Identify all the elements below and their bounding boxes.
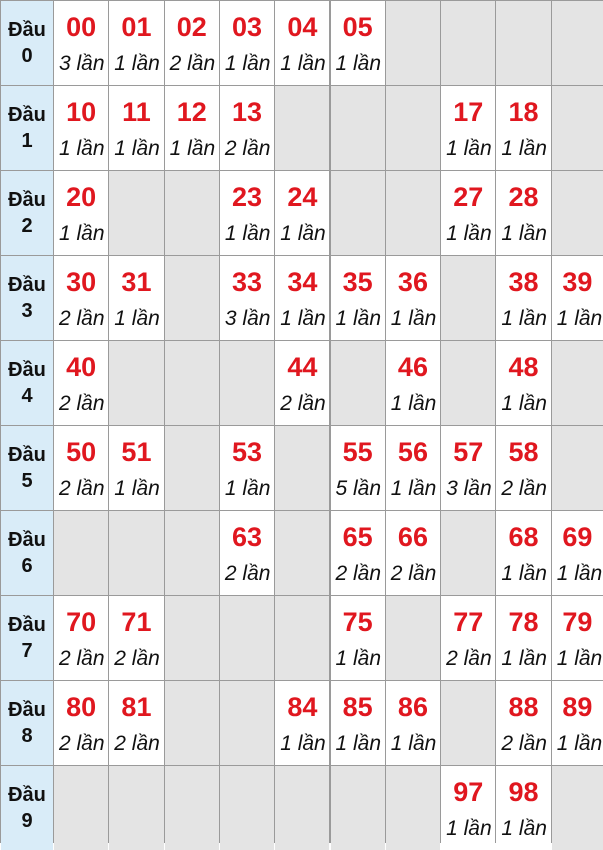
number-label: 53 (232, 437, 263, 467)
empty-cell (165, 341, 219, 425)
number-label: 80 (66, 692, 97, 722)
number-cell-81 (109, 681, 163, 765)
number-cell-33 (220, 256, 274, 340)
number-cell-35 (331, 256, 385, 340)
empty-cell (552, 171, 603, 255)
number-cell-57 (441, 426, 495, 510)
number-label: 05 (342, 12, 373, 42)
number-cell-40 (54, 341, 108, 425)
number-cell-23 (220, 171, 274, 255)
empty-cell (220, 766, 274, 850)
number-cell-00 (54, 1, 108, 85)
number-label: 68 (508, 522, 539, 552)
number-label: 23 (232, 182, 263, 212)
number-cell-36 (386, 256, 440, 340)
count-label: 1 lần (446, 137, 492, 160)
number-label: 97 (453, 777, 484, 807)
number-cell-50 (54, 426, 108, 510)
count-label: 1 lần (335, 647, 382, 670)
number-label: 20 (66, 182, 97, 212)
empty-cell (552, 766, 603, 850)
empty-cell (275, 596, 329, 680)
count-label: 1 lần (335, 732, 382, 755)
count-label: 1 lần (556, 732, 603, 755)
row-head-2 (1, 171, 53, 255)
number-label: 01 (121, 12, 152, 42)
count-label: 1 lần (446, 817, 492, 840)
row-head-digit: 0 (21, 45, 33, 67)
empty-cell (54, 766, 108, 850)
number-label: 65 (342, 522, 373, 552)
row-head-6 (1, 511, 53, 595)
number-label: 28 (508, 182, 539, 212)
number-cell-88 (496, 681, 550, 765)
number-cell-44 (275, 341, 329, 425)
empty-cell (109, 766, 163, 850)
number-label: 02 (176, 12, 207, 42)
count-label: 1 lần (114, 307, 160, 330)
row-head-prefix: Đầu (8, 189, 46, 211)
number-label: 81 (121, 692, 152, 722)
number-cell-68 (496, 511, 550, 595)
count-label: 2 lần (501, 732, 547, 755)
number-cell-84 (275, 681, 329, 765)
number-label: 33 (232, 267, 263, 297)
empty-cell (386, 596, 440, 680)
number-label: 57 (453, 437, 484, 467)
count-label: 1 lần (114, 52, 160, 75)
number-cell-58 (496, 426, 550, 510)
empty-cell (331, 341, 385, 425)
number-cell-02 (165, 1, 219, 85)
number-cell-75 (331, 596, 385, 680)
empty-cell (220, 681, 274, 765)
empty-cell (275, 511, 329, 595)
empty-cell (386, 766, 440, 850)
count-label: 1 lần (501, 392, 547, 415)
number-cell-51 (109, 426, 163, 510)
number-cell-38 (496, 256, 550, 340)
number-label: 78 (508, 607, 539, 637)
number-label: 48 (508, 352, 539, 382)
empty-cell (165, 256, 219, 340)
count-label: 1 lần (501, 222, 547, 245)
count-label: 2 lần (114, 732, 160, 755)
number-cell-53 (220, 426, 274, 510)
row-head-0 (1, 1, 53, 85)
empty-cell (441, 341, 495, 425)
empty-cell (331, 766, 385, 850)
number-cell-10 (54, 86, 108, 170)
empty-cell (165, 171, 219, 255)
number-cell-55 (331, 426, 385, 510)
number-cell-01 (109, 1, 163, 85)
number-cell-97 (441, 766, 495, 850)
row-head-prefix: Đầu (8, 19, 46, 41)
number-label: 44 (287, 352, 318, 382)
row-head-7 (1, 596, 53, 680)
row-head-prefix: Đầu (8, 359, 46, 381)
count-label: 1 lần (224, 52, 271, 75)
empty-cell (275, 86, 329, 170)
empty-cell (165, 511, 219, 595)
number-label: 00 (66, 12, 97, 42)
number-cell-77 (441, 596, 495, 680)
number-cell-80 (54, 681, 108, 765)
count-label: 2 lần (114, 647, 160, 670)
count-label: 2 lần (59, 392, 105, 415)
number-label: 35 (342, 267, 373, 297)
count-label: 2 lần (224, 562, 271, 585)
count-label: 1 lần (556, 307, 603, 330)
count-label: 1 lần (114, 477, 160, 500)
count-label: 1 lần (556, 562, 603, 585)
count-label: 1 lần (501, 307, 547, 330)
number-label: 79 (562, 607, 593, 637)
number-cell-17 (441, 86, 495, 170)
number-cell-12 (165, 86, 219, 170)
count-label: 2 lần (390, 562, 437, 585)
count-label: 2 lần (446, 647, 492, 670)
number-cell-65 (331, 511, 385, 595)
count-label: 2 lần (59, 477, 105, 500)
number-label: 71 (121, 607, 152, 637)
row-head-digit: 7 (21, 640, 33, 662)
number-cell-56 (386, 426, 440, 510)
count-label: 2 lần (335, 562, 382, 585)
empty-cell (54, 511, 108, 595)
count-label: 3 lần (224, 307, 271, 330)
number-label: 30 (66, 267, 97, 297)
count-label: 2 lần (280, 392, 326, 415)
number-label: 63 (232, 522, 263, 552)
empty-cell (552, 86, 603, 170)
count-label: 2 lần (59, 307, 105, 330)
empty-cell (220, 596, 274, 680)
number-label: 03 (232, 12, 263, 42)
empty-cell (441, 1, 495, 85)
empty-cell (331, 171, 385, 255)
number-label: 50 (66, 437, 97, 467)
empty-cell (552, 341, 603, 425)
row-head-digit: 3 (21, 300, 33, 322)
number-label: 38 (508, 267, 539, 297)
count-label: 1 lần (114, 137, 160, 160)
row-head-digit: 9 (21, 810, 33, 832)
number-cell-85 (331, 681, 385, 765)
empty-cell (441, 511, 495, 595)
count-label: 1 lần (280, 732, 326, 755)
count-label: 1 lần (224, 477, 271, 500)
number-cell-05 (331, 1, 385, 85)
count-label: 1 lần (224, 222, 271, 245)
number-cell-46 (386, 341, 440, 425)
count-label: 1 lần (59, 222, 105, 245)
number-label: 55 (342, 437, 373, 467)
number-cell-27 (441, 171, 495, 255)
row-head-1 (1, 86, 53, 170)
count-label: 2 lần (501, 477, 547, 500)
row-head-prefix: Đầu (8, 104, 46, 126)
row-head-digit: 5 (21, 470, 33, 492)
row-head-prefix: Đầu (8, 784, 46, 806)
count-label: 1 lần (390, 477, 437, 500)
count-label: 1 lần (446, 222, 492, 245)
count-label: 1 lần (169, 137, 216, 160)
number-cell-28 (496, 171, 550, 255)
empty-cell (165, 681, 219, 765)
row-head-5 (1, 426, 53, 510)
number-label: 77 (453, 607, 484, 637)
count-label: 1 lần (501, 137, 547, 160)
number-label: 31 (121, 267, 152, 297)
count-label: 2 lần (59, 732, 105, 755)
number-cell-31 (109, 256, 163, 340)
count-label: 1 lần (501, 647, 547, 670)
number-label: 34 (287, 267, 318, 297)
number-cell-03 (220, 1, 274, 85)
number-label: 17 (453, 97, 484, 127)
number-cell-69 (552, 511, 603, 595)
number-label: 39 (562, 267, 593, 297)
row-head-digit: 1 (21, 130, 33, 152)
row-head-digit: 2 (21, 215, 33, 237)
empty-cell (331, 86, 385, 170)
number-label: 66 (397, 522, 428, 552)
empty-cell (275, 766, 329, 850)
empty-cell (165, 766, 219, 850)
count-label: 1 lần (280, 307, 326, 330)
count-label: 1 lần (280, 222, 326, 245)
count-label: 1 lần (390, 392, 437, 415)
number-label: 36 (397, 267, 428, 297)
row-head-4 (1, 341, 53, 425)
row-head-3 (1, 256, 53, 340)
number-cell-79 (552, 596, 603, 680)
empty-cell (496, 1, 550, 85)
count-label: 1 lần (390, 732, 437, 755)
empty-cell (552, 426, 603, 510)
count-label: 3 lần (59, 52, 105, 75)
number-label: 88 (508, 692, 539, 722)
count-label: 2 lần (224, 137, 271, 160)
number-label: 86 (397, 692, 428, 722)
number-label: 69 (562, 522, 593, 552)
empty-cell (441, 681, 495, 765)
empty-cell (275, 426, 329, 510)
number-cell-78 (496, 596, 550, 680)
count-label: 1 lần (59, 137, 105, 160)
empty-cell (109, 171, 163, 255)
number-cell-18 (496, 86, 550, 170)
count-label: 2 lần (169, 52, 216, 75)
number-label: 56 (397, 437, 428, 467)
number-label: 98 (508, 777, 539, 807)
empty-cell (165, 596, 219, 680)
number-label: 10 (66, 97, 97, 127)
number-cell-70 (54, 596, 108, 680)
row-head-digit: 6 (21, 555, 33, 577)
empty-cell (552, 1, 603, 85)
empty-cell (220, 341, 274, 425)
count-label: 1 lần (501, 562, 547, 585)
number-label: 89 (562, 692, 593, 722)
number-cell-30 (54, 256, 108, 340)
row-head-9 (1, 766, 53, 850)
count-label: 1 lần (556, 647, 603, 670)
number-label: 85 (342, 692, 373, 722)
empty-cell (109, 511, 163, 595)
empty-cell (441, 256, 495, 340)
number-label: 70 (66, 607, 97, 637)
count-label: 3 lần (446, 477, 492, 500)
number-label: 46 (397, 352, 428, 382)
number-label: 11 (122, 97, 151, 127)
row-head-prefix: Đầu (8, 444, 46, 466)
count-label: 1 lần (501, 817, 547, 840)
number-label: 75 (342, 607, 373, 637)
number-cell-71 (109, 596, 163, 680)
number-cell-13 (220, 86, 274, 170)
empty-cell (386, 86, 440, 170)
row-head-8 (1, 681, 53, 765)
count-label: 1 lần (390, 307, 437, 330)
count-label: 1 lần (335, 52, 382, 75)
number-cell-66 (386, 511, 440, 595)
number-cell-20 (54, 171, 108, 255)
number-cell-39 (552, 256, 603, 340)
row-head-digit: 4 (21, 385, 33, 407)
number-cell-34 (275, 256, 329, 340)
number-label: 40 (66, 352, 97, 382)
number-label: 51 (121, 437, 152, 467)
row-head-prefix: Đầu (8, 529, 46, 551)
count-label: 1 lần (280, 52, 326, 75)
number-label: 13 (232, 97, 263, 127)
row-head-prefix: Đầu (8, 699, 46, 721)
empty-cell (386, 171, 440, 255)
number-label: 18 (508, 97, 539, 127)
count-label: 5 lần (335, 477, 382, 500)
empty-cell (386, 1, 440, 85)
number-label: 58 (508, 437, 539, 467)
number-cell-63 (220, 511, 274, 595)
number-label: 12 (176, 97, 207, 127)
row-head-prefix: Đầu (8, 274, 46, 296)
row-head-prefix: Đầu (8, 614, 46, 636)
count-label: 1 lần (335, 307, 382, 330)
count-label: 2 lần (59, 647, 105, 670)
empty-cell (109, 341, 163, 425)
number-label: 24 (287, 182, 318, 212)
number-cell-89 (552, 681, 603, 765)
number-cell-24 (275, 171, 329, 255)
number-cell-04 (275, 1, 329, 85)
number-label: 27 (453, 182, 484, 212)
number-label: 04 (287, 12, 318, 42)
number-cell-98 (496, 766, 550, 850)
number-cell-48 (496, 341, 550, 425)
row-head-digit: 8 (21, 725, 33, 747)
empty-cell (165, 426, 219, 510)
number-cell-86 (386, 681, 440, 765)
number-label: 84 (287, 692, 318, 722)
number-cell-11 (109, 86, 163, 170)
